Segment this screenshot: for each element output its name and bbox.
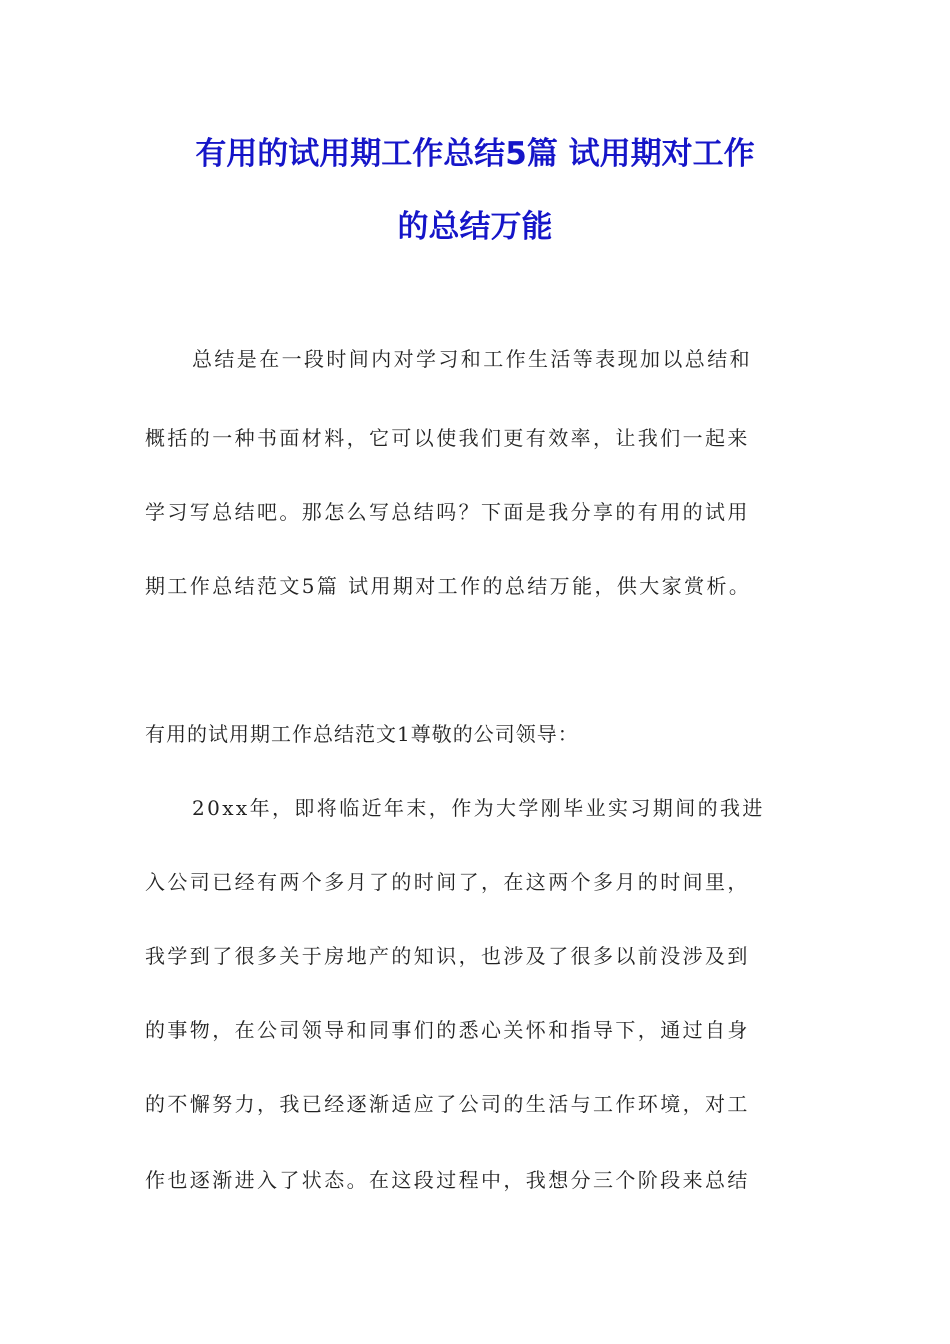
intro-line-4: 期工作总结范文5篇 试用期对工作的总结万能，供大家赏析。 xyxy=(145,574,752,598)
body-line-3: 我学到了很多关于房地产的知识，也涉及了很多以前没涉及到 xyxy=(145,944,750,968)
document-title-line-1: 有用的试用期工作总结5篇 试用期对工作 xyxy=(195,136,755,172)
body-line-5: 的不懈努力，我已经逐渐适应了公司的生活与工作环境，对工 xyxy=(145,1092,750,1116)
section-heading: 有用的试用期工作总结范文1尊敬的公司领导： xyxy=(145,722,579,746)
body-line-4: 的事物，在公司领导和同事们的悉心关怀和指导下，通过自身 xyxy=(145,1018,750,1042)
body-line-1: 20xx年，即将临近年末，作为大学刚毕业实习期间的我进 xyxy=(192,796,765,820)
body-line-2: 入公司已经有两个多月了的时间了，在这两个多月的时间里， xyxy=(145,870,750,894)
intro-line-2: 概括的一种书面材料，它可以使我们更有效率，让我们一起来 xyxy=(145,426,750,450)
intro-line-3: 学习写总结吧。那怎么写总结吗？下面是我分享的有用的试用 xyxy=(145,500,750,524)
body-line-6: 作也逐渐进入了状态。在这段过程中，我想分三个阶段来总结 xyxy=(145,1168,750,1192)
document-title-line-2: 的总结万能 xyxy=(397,209,553,245)
intro-line-1: 总结是在一段时间内对学习和工作生活等表现加以总结和 xyxy=(192,347,752,371)
